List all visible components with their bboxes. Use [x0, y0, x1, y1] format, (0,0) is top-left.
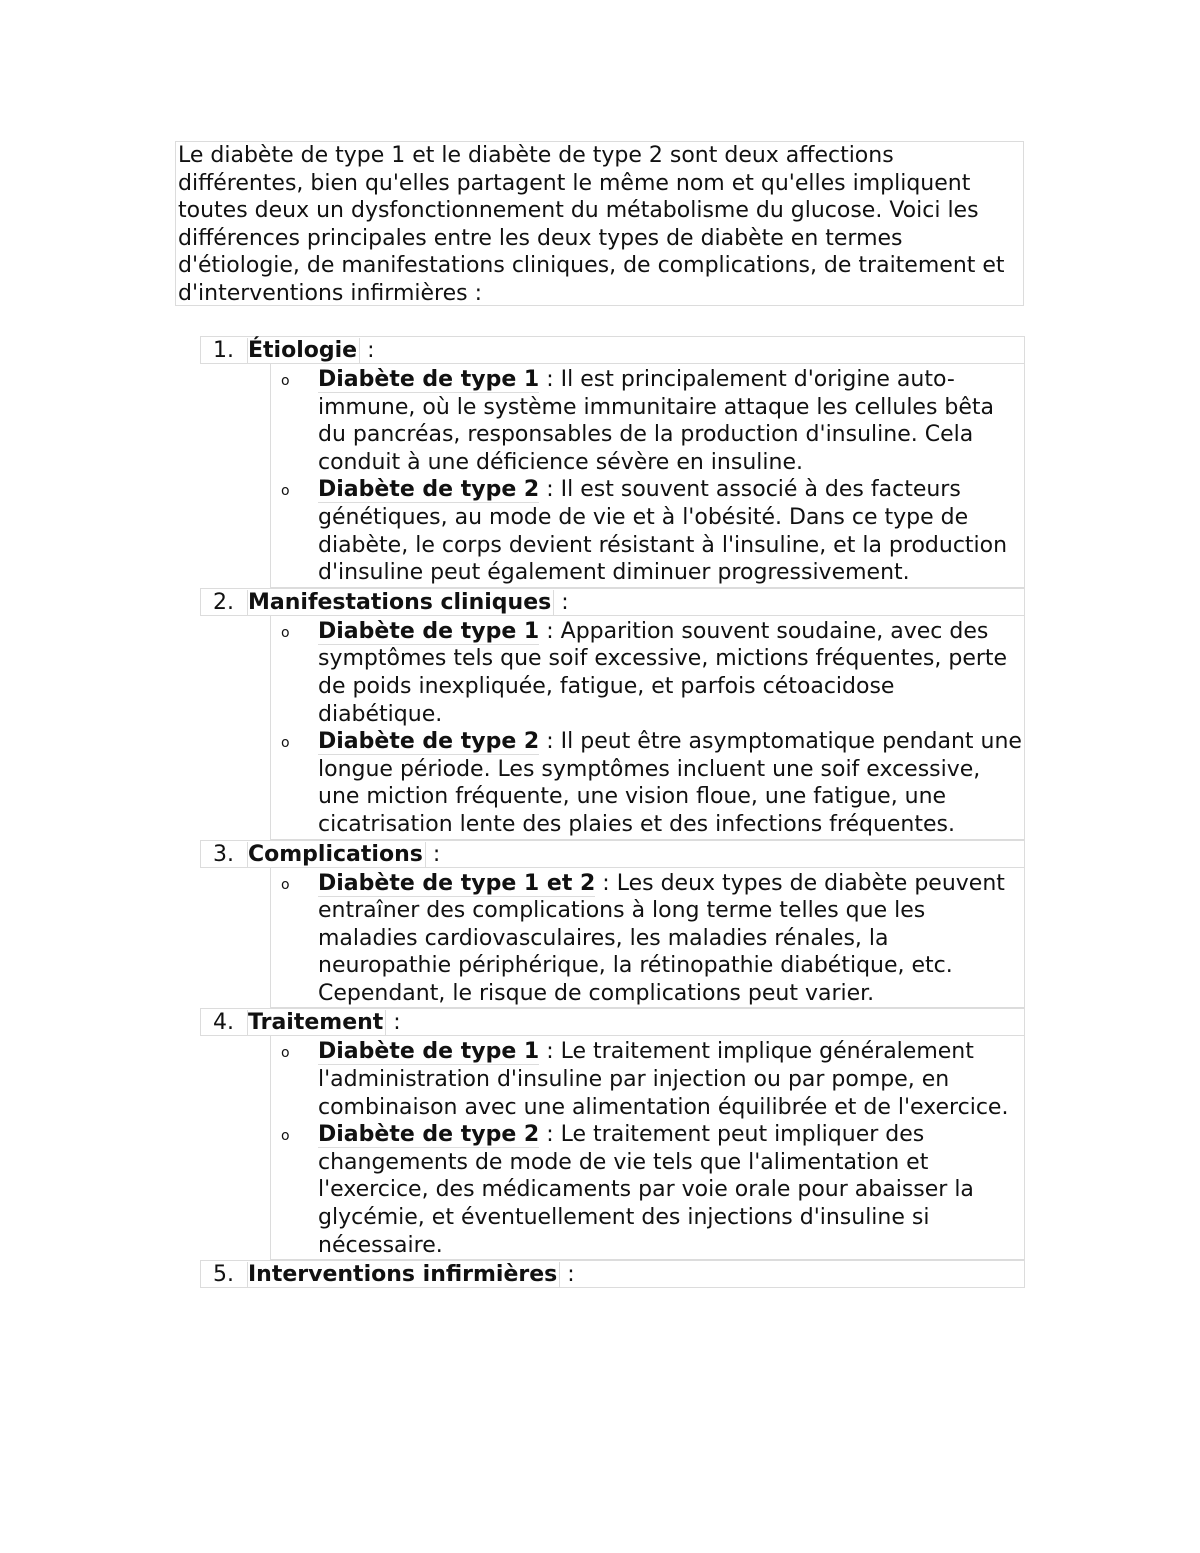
section-title-wrap — [247, 337, 374, 364]
item-text: : Apparition souvent soudaine, avec des symptômes tels que soif excessive, mictions fréquentes, perte de poids inexpliquée, fatigue, et parfois cétoacidose diabétique. — [318, 618, 1008, 727]
item-text: : Le traitement peut impliquer des changements de mode de vie tels que l'alimentation et l'exercice, des médicaments par voie orale pour abaisser la glycémie, et éventuellement des injections d'insuline si nécessaire. — [318, 1122, 974, 1258]
list-item — [271, 728, 1024, 838]
intro-paragraph: Le diabète de type 1 et le diabète de type 2 sont deux affections différentes, bien qu'elles partagent le même nom et qu'elles impliquent toutes deux un dysfonctionnement du métabolisme du glucose. Voici les différences principales entre les deux types de diabète en termes d'étiologie, de manifestations cliniques, de complications, de traitement et d'interventions infirmières : — [178, 143, 1005, 306]
section-number: 4. — [213, 1010, 234, 1036]
item-label: Diabète de type 1 et 2 — [318, 870, 596, 896]
circle-bullet-icon: o — [281, 483, 290, 500]
section-number: 5. — [213, 1262, 234, 1288]
circle-bullet-icon: o — [281, 735, 290, 752]
section-number: 1. — [213, 338, 234, 363]
circle-bullet-icon: o — [281, 373, 290, 389]
section-title-wrap — [247, 589, 569, 616]
list-item — [271, 1121, 1024, 1259]
section-suffix: : — [554, 589, 569, 615]
section-suffix: : — [560, 1262, 575, 1288]
circle-bullet-icon: o — [281, 1128, 290, 1145]
circle-bullet-icon: o — [281, 624, 290, 641]
section-title: Complications — [247, 842, 426, 868]
item-text: : Il est principalement d'origine auto-immune, où le système immunitaire attaque les cellules bêta du pancréas, responsables de la production d'insuline. Cela conduit à une déficience sévère en insuline. — [318, 367, 995, 475]
item-text: : Il est souvent associé à des facteurs génétiques, au mode de vie et à l'obésité. Dans ce type de diabète, le corps devient résistant à l'insuline, et la production d'insuline peut également diminuer progressivement. — [318, 477, 1008, 586]
section-heading — [200, 840, 1025, 868]
section-heading — [200, 1008, 1025, 1036]
item-label: Diabète de type 2 — [318, 1122, 540, 1148]
item-label: Diabète de type 1 — [318, 367, 540, 392]
sub-list — [270, 1036, 1025, 1260]
list-item — [271, 1038, 1024, 1121]
item-text: : Les deux types de diabète peuvent entraîner des complications à long terme telles que les maladies cardiovasculaires, les maladies rénales, la neuropathie périphérique, la rétinopathie diabétique, etc. Cependant, le risque de complications peut varier. — [318, 870, 1005, 1006]
item-label: Diabète de type 1 — [318, 618, 540, 644]
intro-paragraph-box — [175, 141, 1024, 306]
section-heading — [200, 336, 1025, 364]
sub-list — [270, 616, 1025, 840]
section-suffix: : — [360, 338, 375, 363]
list-item — [271, 476, 1024, 586]
section-number: 2. — [213, 589, 234, 615]
circle-bullet-icon: o — [281, 876, 290, 893]
section-heading — [200, 588, 1025, 616]
section-title-wrap — [247, 1261, 575, 1288]
section-heading — [200, 1260, 1025, 1288]
sub-list — [270, 364, 1025, 588]
section-title: Étiologie — [247, 338, 360, 364]
list-item — [271, 618, 1024, 728]
section-title: Manifestations cliniques — [247, 590, 554, 616]
item-text: : Le traitement implique généralement l'administration d'insuline par injection ou par pompe, en combinaison avec une alimentation équilibrée et de l'exercice. — [318, 1039, 1009, 1120]
circle-bullet-icon: o — [281, 1045, 290, 1062]
section-number: 3. — [213, 841, 234, 867]
section-suffix: : — [425, 841, 441, 867]
item-label: Diabète de type 2 — [318, 729, 540, 755]
section-title-wrap — [247, 841, 440, 868]
section-title: Interventions infirmières — [247, 1262, 560, 1288]
item-label: Diabète de type 1 — [318, 1039, 540, 1065]
section-title-wrap — [247, 1009, 401, 1036]
item-text: : Il peut être asymptomatique pendant une longue période. Les symptômes incluent une soif excessive, une miction fréquente, une vision floue, une fatigue, une cicatrisation lente des plaies et des infections fréquentes. — [318, 729, 1022, 837]
list-item — [271, 870, 1024, 1008]
sub-list — [270, 868, 1025, 1009]
section-title: Traitement — [247, 1010, 386, 1036]
numbered-list — [200, 336, 1025, 1288]
item-label: Diabète de type 2 — [318, 477, 540, 503]
list-item — [271, 366, 1024, 476]
section-suffix: : — [386, 1010, 401, 1036]
